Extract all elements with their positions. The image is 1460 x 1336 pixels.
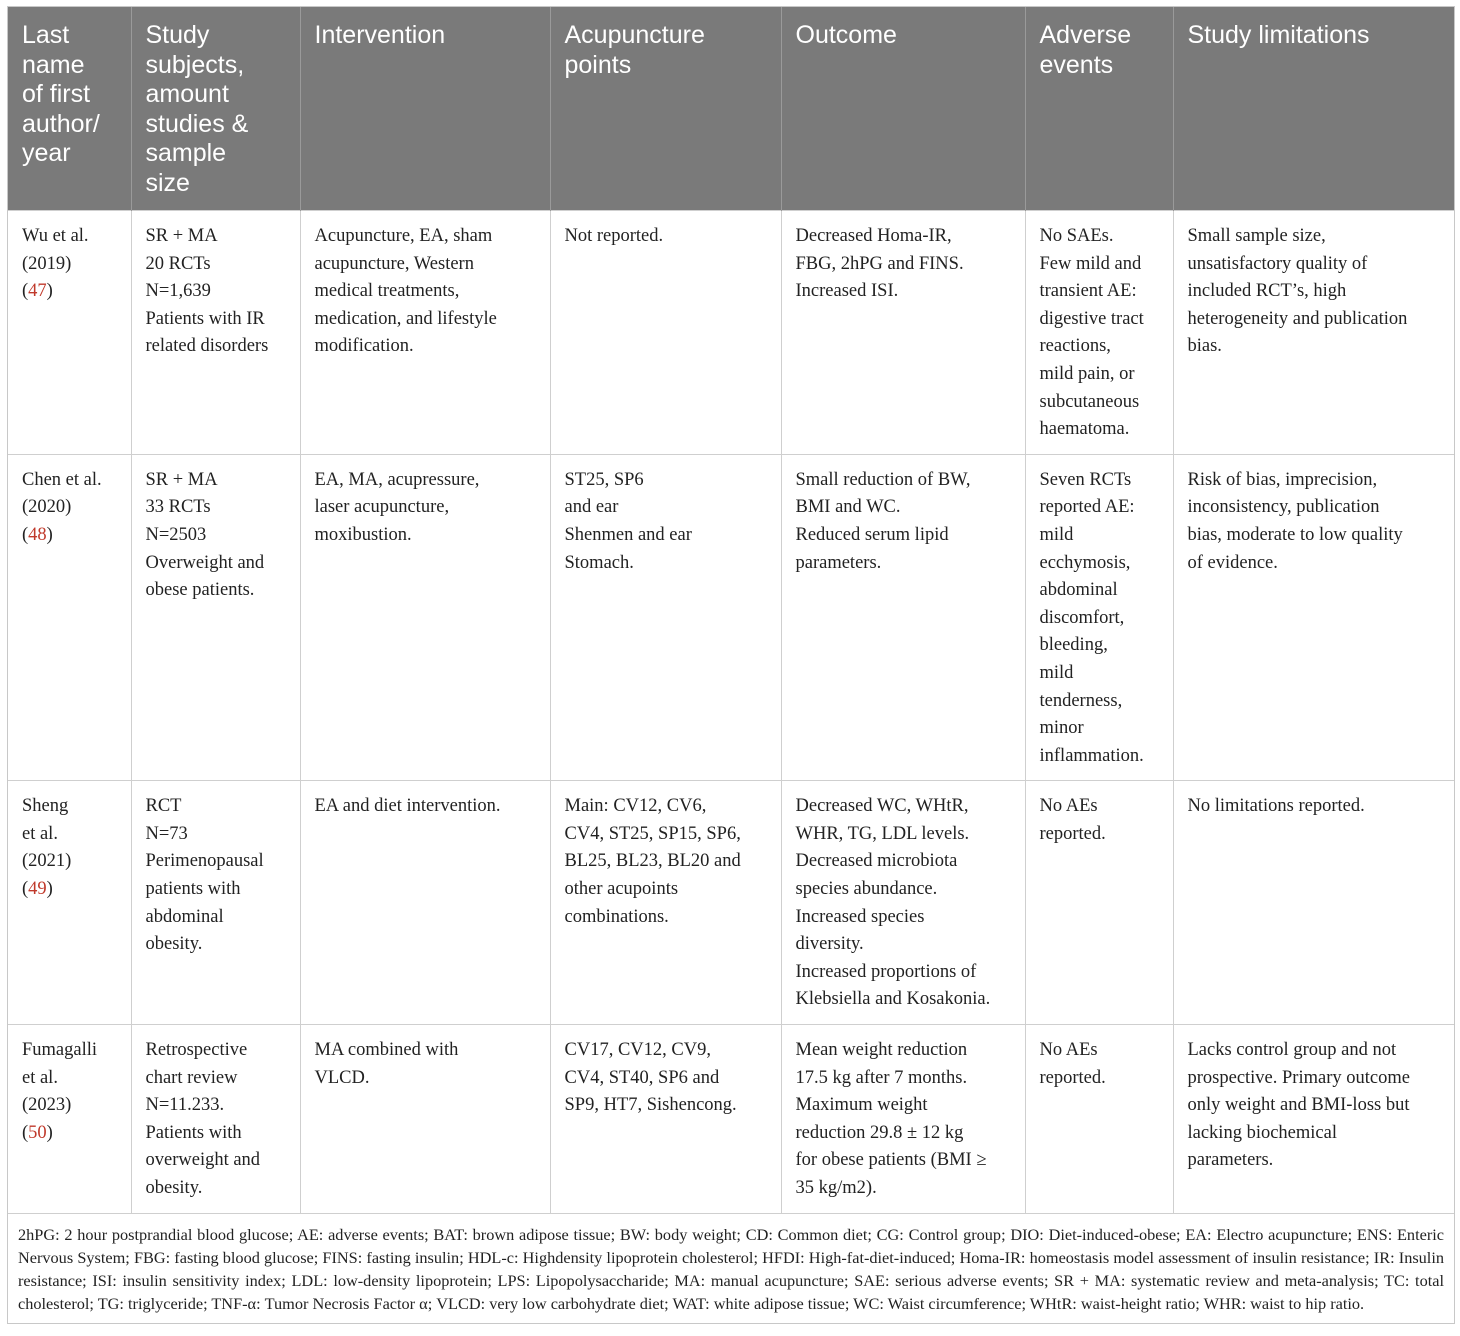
cell-text-line: Not reported. bbox=[564, 226, 664, 246]
reference-citation bbox=[22, 278, 117, 306]
header-text-line: Acupuncture bbox=[564, 21, 705, 49]
reference-link[interactable]: 47 bbox=[28, 281, 47, 302]
cell-points bbox=[550, 454, 781, 781]
ref-close-paren: ) bbox=[46, 879, 53, 900]
cell-intervention bbox=[300, 454, 550, 781]
ref-close-paren: ) bbox=[46, 1122, 53, 1143]
header-text-line: Adverse bbox=[1039, 21, 1132, 49]
header-text-line: Study bbox=[145, 21, 210, 49]
cell-text-line: WHR, TG, LDL levels. bbox=[795, 823, 970, 844]
cell-text-line: chart review bbox=[145, 1067, 238, 1088]
cell-text-line: EA and diet intervention. bbox=[314, 796, 501, 817]
cell-text-line: prospective. Primary outcome bbox=[1187, 1067, 1410, 1088]
table-row bbox=[8, 781, 1454, 1025]
cell-text-line: N=1,639 bbox=[145, 281, 211, 302]
cell-text-line: BL25, BL23, BL20 and bbox=[564, 851, 741, 872]
header-text-line: amount bbox=[145, 80, 229, 108]
cell-text-line: subcutaneous bbox=[1039, 391, 1140, 412]
cell-text-line: FBG, 2hPG and FINS. bbox=[795, 253, 964, 274]
cell-text-line: Wu et al. bbox=[22, 226, 89, 246]
header-text-line: name bbox=[22, 50, 85, 79]
header-text-line: size bbox=[145, 168, 190, 197]
cell-text-line: haematoma. bbox=[1039, 419, 1130, 440]
cell-text-line: et al. bbox=[22, 1067, 58, 1088]
cell-text-line: N=73 bbox=[145, 823, 188, 844]
header-text-line: points bbox=[564, 50, 632, 79]
cell-text-line: tenderness, bbox=[1039, 690, 1123, 711]
cell-text-line: acupuncture, Western bbox=[314, 253, 474, 274]
cell-text-line: Patients with IR bbox=[145, 308, 265, 329]
header-text-line: Study limitations bbox=[1187, 21, 1370, 49]
cell-text-line: abdominal bbox=[145, 906, 224, 927]
cell-subjects bbox=[131, 781, 300, 1025]
ref-open-paren: ( bbox=[22, 524, 29, 545]
reference-citation bbox=[22, 522, 117, 550]
cell-author bbox=[8, 454, 131, 781]
cell-text-line: Patients with bbox=[145, 1122, 242, 1143]
cell-text-line: SR + MA bbox=[145, 226, 218, 246]
cell-text-line: (2020) bbox=[22, 497, 72, 518]
cell-text-line: Stomach. bbox=[564, 552, 634, 573]
cell-text-line: (2021) bbox=[22, 851, 72, 872]
cell-points bbox=[550, 1025, 781, 1213]
ref-close-paren: ) bbox=[46, 524, 53, 545]
cell-text-line: parameters. bbox=[1187, 1150, 1274, 1171]
cell-text-line: SP9, HT7, Sishencong. bbox=[564, 1095, 737, 1116]
cell-text-line: overweight and bbox=[145, 1150, 261, 1171]
cell-intervention bbox=[300, 1025, 550, 1213]
cell-text-line: et al. bbox=[22, 823, 58, 844]
cell-text-line: mild bbox=[1039, 524, 1074, 545]
table-row bbox=[8, 1025, 1454, 1213]
cell-text-line: discomfort, bbox=[1039, 607, 1125, 628]
cell-text-line: lacking biochemical bbox=[1187, 1122, 1337, 1143]
abbreviations-footnote: 2hPG: 2 hour postprandial blood glucose; AE: adverse events; BAT: brown adipose tissue; BW: body weight; CD: Common diet; CG: Control group; DIO: Diet-induced-obese; EA: Electro acupuncture; ENS: Enteric Nervous System; FBG: fasting blood glucose; FINS: fasting insulin; HDL-c: Highdensity lipoprotein cholesterol; HFDI: High-fat-diet-induced; Homa-IR: homeostasis model assessment of insulin resistance; IR: Insulin resistance; ISI: insulin sensitivity index; LDL: low-density lipoprotein; LPS: Lipopolysaccharide; MA: manual acupuncture; SAE: serious adverse events; SR + MA: systematic review and meta-analysis; TC: total cholesterol; TG: triglyceride; TNF-α: Tumor Necrosis Factor α; VLCD: very low carbohydrate diet; WAT: white adipose tissue; WC: Waist circumference; WHtR: waist-height ratio; WHR: waist to hip ratio. bbox=[8, 1213, 1454, 1323]
cell-text-line: heterogeneity and publication bbox=[1187, 308, 1408, 329]
cell-text-line: reported AE: bbox=[1039, 497, 1135, 518]
cell-text-line: abdominal bbox=[1039, 580, 1118, 601]
header-text-line: events bbox=[1039, 50, 1114, 79]
ref-open-paren: ( bbox=[22, 281, 29, 302]
cell-text-line: Reduced serum lipid bbox=[795, 524, 949, 545]
header-intervention bbox=[300, 7, 550, 211]
header-text-line: Last bbox=[22, 21, 70, 49]
header-text-line: of first bbox=[22, 80, 91, 108]
cell-text-line: minor bbox=[1039, 718, 1084, 739]
header-text-line: year bbox=[22, 139, 71, 167]
cell-limitations bbox=[1173, 1025, 1454, 1213]
cell-text-line: mild bbox=[1039, 662, 1074, 683]
cell-text-line: medication, and lifestyle bbox=[314, 308, 497, 329]
table-row bbox=[8, 454, 1454, 781]
cell-text-line: SR + MA bbox=[145, 469, 218, 490]
cell-subjects bbox=[131, 1025, 300, 1213]
cell-text-line: Decreased WC, WHtR, bbox=[795, 796, 969, 817]
cell-author bbox=[8, 1025, 131, 1213]
reference-link[interactable]: 50 bbox=[28, 1122, 47, 1143]
cell-text-line: included RCT’s, high bbox=[1187, 281, 1347, 302]
cell-text-line: unsatisfactory quality of bbox=[1187, 253, 1368, 274]
cell-subjects bbox=[131, 454, 300, 781]
header-text-line: Intervention bbox=[314, 21, 446, 49]
cell-text-line: moxibustion. bbox=[314, 524, 412, 545]
cell-points bbox=[550, 211, 781, 455]
cell-text-line: Sheng bbox=[22, 796, 69, 817]
cell-outcome bbox=[781, 1025, 1025, 1213]
cell-text-line: No AEs bbox=[1039, 1040, 1098, 1061]
cell-text-line: reported. bbox=[1039, 823, 1106, 844]
cell-text-line: related disorders bbox=[145, 336, 269, 357]
cell-text-line: obese patients. bbox=[145, 580, 255, 601]
cell-points bbox=[550, 781, 781, 1025]
cell-text-line: Lacks control group and not bbox=[1187, 1040, 1397, 1061]
cell-text-line: Overweight and bbox=[145, 552, 265, 573]
studies-table bbox=[8, 7, 1454, 1213]
header-text-line: sample bbox=[145, 139, 227, 167]
cell-intervention bbox=[300, 211, 550, 455]
ref-close-paren: ) bbox=[46, 281, 53, 302]
header-points bbox=[550, 7, 781, 211]
cell-text-line: for obese patients (BMI ≥ bbox=[795, 1150, 987, 1171]
cell-text-line: ST25, SP6 bbox=[564, 469, 644, 490]
header-adverse bbox=[1025, 7, 1173, 211]
cell-text-line: reactions, bbox=[1039, 336, 1111, 357]
cell-limitations bbox=[1173, 454, 1454, 781]
cell-adverse bbox=[1025, 781, 1173, 1025]
header-text-line: studies & bbox=[145, 109, 249, 138]
cell-text-line: of evidence. bbox=[1187, 552, 1278, 573]
cell-text-line: modification. bbox=[314, 336, 414, 357]
cell-text-line: MA combined with bbox=[314, 1040, 459, 1061]
cell-text-line: 20 RCTs bbox=[145, 253, 211, 274]
cell-text-line: inflammation. bbox=[1039, 745, 1144, 766]
cell-text-line: patients with bbox=[145, 879, 241, 900]
cell-text-line: Main: CV12, CV6, bbox=[564, 796, 707, 817]
cell-text-line: CV17, CV12, CV9, bbox=[564, 1040, 711, 1061]
cell-author bbox=[8, 781, 131, 1025]
cell-text-line: bias, moderate to low quality bbox=[1187, 524, 1403, 545]
header-limitations bbox=[1173, 7, 1454, 211]
cell-text-line: No SAEs. bbox=[1039, 226, 1114, 246]
reference-link[interactable]: 49 bbox=[28, 879, 47, 900]
cell-text-line: VLCD. bbox=[314, 1067, 370, 1088]
cell-text-line: Retrospective bbox=[145, 1040, 248, 1061]
cell-outcome bbox=[781, 454, 1025, 781]
cell-text-line: Decreased microbiota bbox=[795, 851, 958, 872]
cell-text-line: (2023) bbox=[22, 1095, 72, 1116]
cell-adverse bbox=[1025, 454, 1173, 781]
cell-text-line: Small reduction of BW, bbox=[795, 469, 971, 490]
cell-text-line: species abundance. bbox=[795, 879, 938, 900]
header-text-line: Outcome bbox=[795, 21, 897, 49]
cell-text-line: N=2503 bbox=[145, 524, 207, 545]
cell-subjects bbox=[131, 211, 300, 455]
cell-text-line: Maximum weight bbox=[795, 1095, 928, 1116]
cell-text-line: Shenmen and ear bbox=[564, 524, 692, 545]
cell-text-line: RCT bbox=[145, 796, 182, 817]
cell-text-line: Small sample size, bbox=[1187, 226, 1326, 246]
cell-text-line: Increased ISI. bbox=[795, 281, 899, 302]
header-row bbox=[8, 7, 1454, 211]
header-text-line: author/ bbox=[22, 109, 100, 138]
cell-adverse bbox=[1025, 211, 1173, 455]
cell-text-line: 35 kg/m2). bbox=[795, 1178, 877, 1198]
cell-text-line: reduction 29.8 ± 12 kg bbox=[795, 1122, 964, 1143]
cell-outcome bbox=[781, 211, 1025, 455]
cell-text-line: diversity. bbox=[795, 934, 864, 955]
cell-text-line: CV4, ST40, SP6 and bbox=[564, 1067, 720, 1088]
cell-text-line: Seven RCTs bbox=[1039, 469, 1132, 490]
cell-text-line: bias. bbox=[1187, 336, 1222, 357]
table-frame bbox=[7, 6, 1455, 1324]
cell-text-line: combinations. bbox=[564, 906, 669, 927]
cell-text-line: Acupuncture, EA, sham bbox=[314, 226, 493, 246]
cell-text-line: No AEs bbox=[1039, 796, 1098, 817]
cell-text-line: laser acupuncture, bbox=[314, 497, 450, 518]
table-row bbox=[8, 211, 1454, 455]
cell-text-line: N=11.233. bbox=[145, 1095, 225, 1116]
cell-text-line: Risk of bias, imprecision, bbox=[1187, 469, 1378, 490]
cell-author bbox=[8, 211, 131, 455]
cell-text-line: other acupoints bbox=[564, 879, 679, 900]
cell-text-line: Increased species bbox=[795, 906, 925, 927]
cell-limitations bbox=[1173, 211, 1454, 455]
cell-text-line: inconsistency, publication bbox=[1187, 497, 1380, 518]
cell-text-line: Chen et al. bbox=[22, 469, 102, 490]
header-outcome bbox=[781, 7, 1025, 211]
cell-text-line: 33 RCTs bbox=[145, 497, 211, 518]
cell-text-line: digestive tract bbox=[1039, 308, 1144, 329]
cell-text-line: Mean weight reduction bbox=[795, 1040, 968, 1061]
cell-limitations bbox=[1173, 781, 1454, 1025]
table-body bbox=[8, 211, 1454, 1213]
cell-text-line: Perimenopausal bbox=[145, 851, 264, 872]
cell-outcome bbox=[781, 781, 1025, 1025]
reference-citation bbox=[22, 876, 117, 904]
cell-text-line: Increased proportions of bbox=[795, 961, 977, 982]
cell-text-line: Fumagalli bbox=[22, 1040, 98, 1061]
ref-open-paren: ( bbox=[22, 879, 29, 900]
cell-intervention bbox=[300, 781, 550, 1025]
cell-text-line: Klebsiella and Kosakonia. bbox=[795, 989, 991, 1010]
cell-text-line: only weight and BMI-loss but bbox=[1187, 1095, 1410, 1116]
header-subjects bbox=[131, 7, 300, 211]
cell-text-line: (2019) bbox=[22, 253, 72, 274]
cell-text-line: EA, MA, acupressure, bbox=[314, 469, 480, 490]
cell-text-line: BMI and WC. bbox=[795, 497, 901, 518]
cell-text-line: reported. bbox=[1039, 1067, 1106, 1088]
cell-text-line: transient AE: bbox=[1039, 281, 1137, 302]
cell-text-line: No limitations reported. bbox=[1187, 796, 1365, 817]
cell-text-line: Decreased Homa-IR, bbox=[795, 226, 952, 246]
cell-text-line: medical treatments, bbox=[314, 281, 460, 302]
reference-citation bbox=[22, 1120, 117, 1148]
table-header bbox=[8, 7, 1454, 211]
cell-adverse bbox=[1025, 1025, 1173, 1213]
cell-text-line: 17.5 kg after 7 months. bbox=[795, 1067, 968, 1088]
cell-text-line: parameters. bbox=[795, 552, 882, 573]
reference-link[interactable]: 48 bbox=[28, 524, 47, 545]
ref-open-paren: ( bbox=[22, 1122, 29, 1143]
header-author bbox=[8, 7, 131, 211]
cell-text-line: Few mild and bbox=[1039, 253, 1142, 274]
cell-text-line: and ear bbox=[564, 497, 619, 518]
cell-text-line: obesity. bbox=[145, 934, 203, 955]
cell-text-line: ecchymosis, bbox=[1039, 552, 1131, 573]
cell-text-line: CV4, ST25, SP15, SP6, bbox=[564, 823, 741, 844]
cell-text-line: bleeding, bbox=[1039, 635, 1108, 656]
cell-text-line: obesity. bbox=[145, 1178, 203, 1198]
header-text-line: subjects, bbox=[145, 50, 245, 79]
cell-text-line: mild pain, or bbox=[1039, 363, 1135, 384]
